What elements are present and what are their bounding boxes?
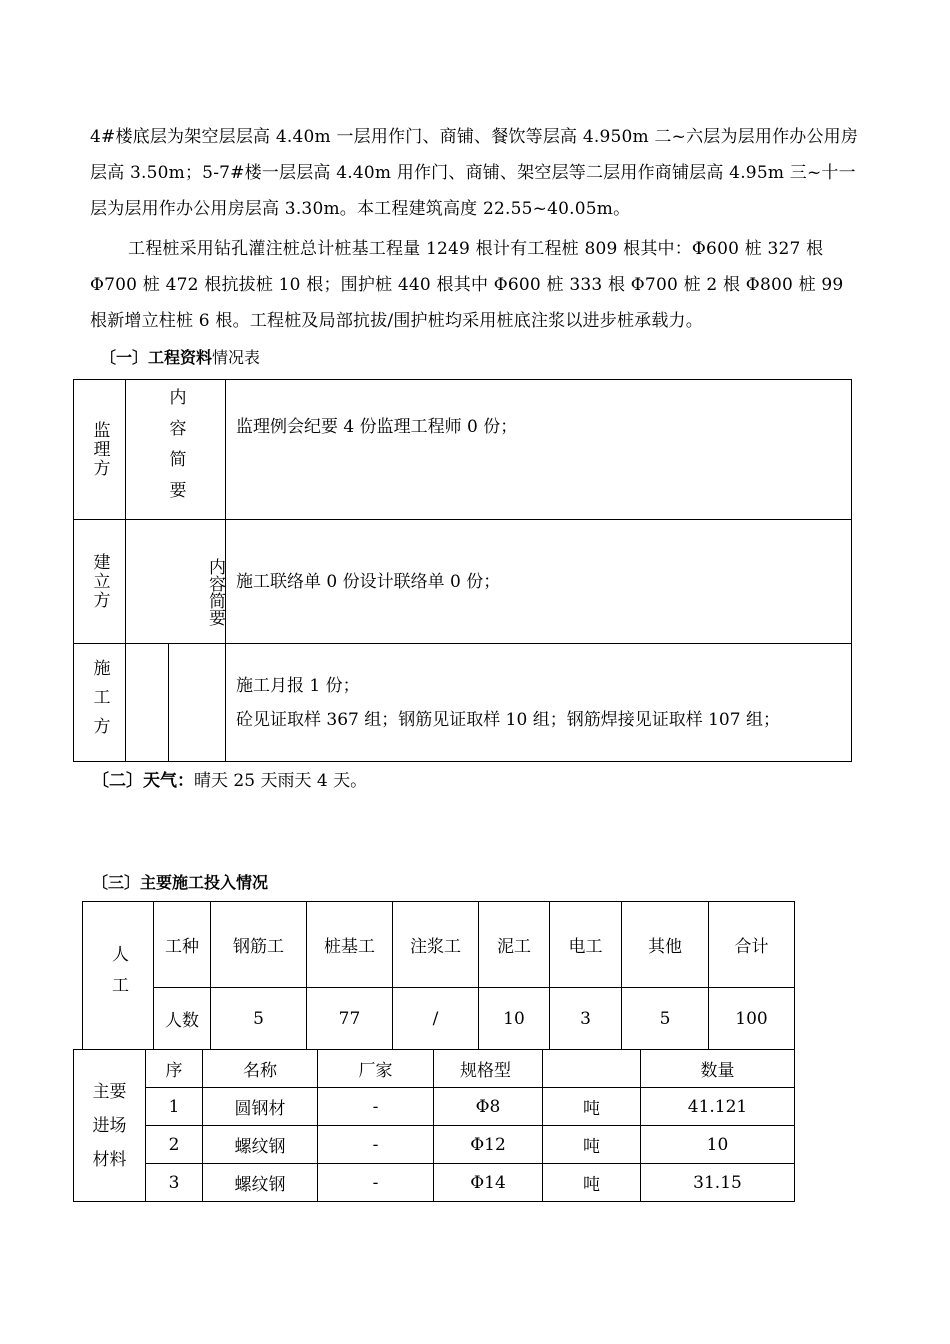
- content-line: 监理例会纪要 4 份监理工程师 0 份；: [236, 417, 518, 437]
- intro-paragraph-2: 工程桩采用钻孔灌注桩总计桩基工程量 1249 根计有工程桩 809 根其中：Φ600 桩 327 根 Φ700 桩 472 根抗拔桩 10 根；围护桩 440 根其中 Φ600 桩 333 根 Φ700 桩 2 根 Φ800 桩 99 根新增立柱桩 6 根。工程桩及局部抗拔/围护桩均采用桩底注浆以进步桩承载力。: [90, 239, 844, 331]
- cell: 吨: [543, 1088, 641, 1126]
- count-cell: 3: [550, 988, 622, 1050]
- cell: -: [318, 1164, 434, 1202]
- summary-label-cell: 内容简要: [126, 520, 226, 644]
- weather-text: 晴天 25 天雨天 4 天。: [194, 771, 368, 791]
- weather-title: 〔二〕天气：: [92, 771, 194, 791]
- cell: 螺纹钢: [203, 1164, 318, 1202]
- count-cell: 5: [211, 988, 307, 1050]
- count-cell: 人数: [154, 988, 211, 1050]
- header-cell: 规格型: [434, 1050, 543, 1088]
- cell: 41.121: [641, 1088, 795, 1126]
- section1-prefix: 〔一〕: [100, 348, 149, 367]
- header-cell: 合计: [709, 902, 795, 988]
- empty-cell: [126, 644, 169, 762]
- empty-cell: [169, 644, 226, 762]
- section1-bold-title: 工程资料: [148, 348, 213, 367]
- cell: 2: [146, 1126, 203, 1164]
- content-line: 施工联络单 0 份设计联络单 0 份；: [236, 571, 501, 592]
- header-cell: 工种: [154, 902, 211, 988]
- cell: 1: [146, 1088, 203, 1126]
- header-cell: [543, 1050, 641, 1088]
- party-cell: 施工方: [74, 644, 126, 762]
- header-cell: 泥工: [479, 902, 550, 988]
- cell: 10: [641, 1126, 795, 1164]
- content-cell: [226, 380, 852, 520]
- table-row: [74, 380, 852, 520]
- intro-paragraph-1: 4#楼底层为架空层层高 4.40m 一层用作门、商铺、餐饮等层高 4.950m 二~六层为层用作办公用房层高 3.50m；5-7#楼一层层高 4.40m 用作门、商铺、架空层等二层用作商铺层高 4.95m 三~十一层为层用作办公用房层高 3.30m。本工程建筑高度 22.55~40.05m。: [90, 127, 859, 219]
- table-row: [83, 988, 795, 1050]
- engineering-data-table: [73, 379, 852, 762]
- header-cell: 钢筋工: [211, 902, 307, 988]
- cell: -: [318, 1126, 434, 1164]
- table-row: [74, 1050, 795, 1088]
- table-row: [74, 1088, 795, 1126]
- header-cell: 电工: [550, 902, 622, 988]
- section1-heading: [100, 345, 260, 368]
- content-line: 砼见证取样 367 组；钢筋见证取样 10 组；钢筋焊接见证取样 107 组；: [236, 709, 780, 730]
- cell: Φ8: [434, 1088, 543, 1126]
- count-cell: 5: [622, 988, 709, 1050]
- cell: 吨: [543, 1164, 641, 1202]
- header-cell: 厂家: [318, 1050, 434, 1088]
- weather-line: [92, 766, 367, 791]
- summary-label-cell: 内容简要: [126, 380, 226, 520]
- count-cell: /: [393, 988, 479, 1050]
- content-cell: [226, 520, 852, 644]
- party-cell: 建立方: [74, 520, 126, 644]
- materials-label-cell: [74, 1050, 146, 1202]
- header-cell: 注浆工: [393, 902, 479, 988]
- content-cell: [226, 644, 852, 762]
- materials-table: [73, 1049, 795, 1202]
- header-cell: 桩基工: [307, 902, 393, 988]
- cell: 螺纹钢: [203, 1126, 318, 1164]
- cell: Φ12: [434, 1126, 543, 1164]
- count-cell: 77: [307, 988, 393, 1050]
- cell: -: [318, 1088, 434, 1126]
- section1-suffix: 情况表: [212, 348, 261, 367]
- header-cell: 名称: [203, 1050, 318, 1088]
- cell: 吨: [543, 1126, 641, 1164]
- table-row: [74, 644, 852, 762]
- cell: 31.15: [641, 1164, 795, 1202]
- header-cell: 序: [146, 1050, 203, 1088]
- cell: 3: [146, 1164, 203, 1202]
- labor-label-cell: 人工: [83, 902, 154, 1050]
- party-cell: 监理方: [74, 380, 126, 520]
- count-cell: 10: [479, 988, 550, 1050]
- table-row: [83, 902, 795, 988]
- cell: 圆钢材: [203, 1088, 318, 1126]
- materials-label: 主要进场材料: [92, 1081, 127, 1170]
- table-row: [74, 1164, 795, 1202]
- table-row: [74, 1126, 795, 1164]
- content-line: 施工月报 1 份；: [236, 675, 360, 696]
- count-cell: 100: [709, 988, 795, 1050]
- header-cell: 数量: [641, 1050, 795, 1088]
- header-cell: 其他: [622, 902, 709, 988]
- table-row: [74, 520, 852, 644]
- cell: Φ14: [434, 1164, 543, 1202]
- section3-heading: 〔三〕主要施工投入情况: [92, 873, 269, 892]
- labor-table: [82, 901, 795, 1050]
